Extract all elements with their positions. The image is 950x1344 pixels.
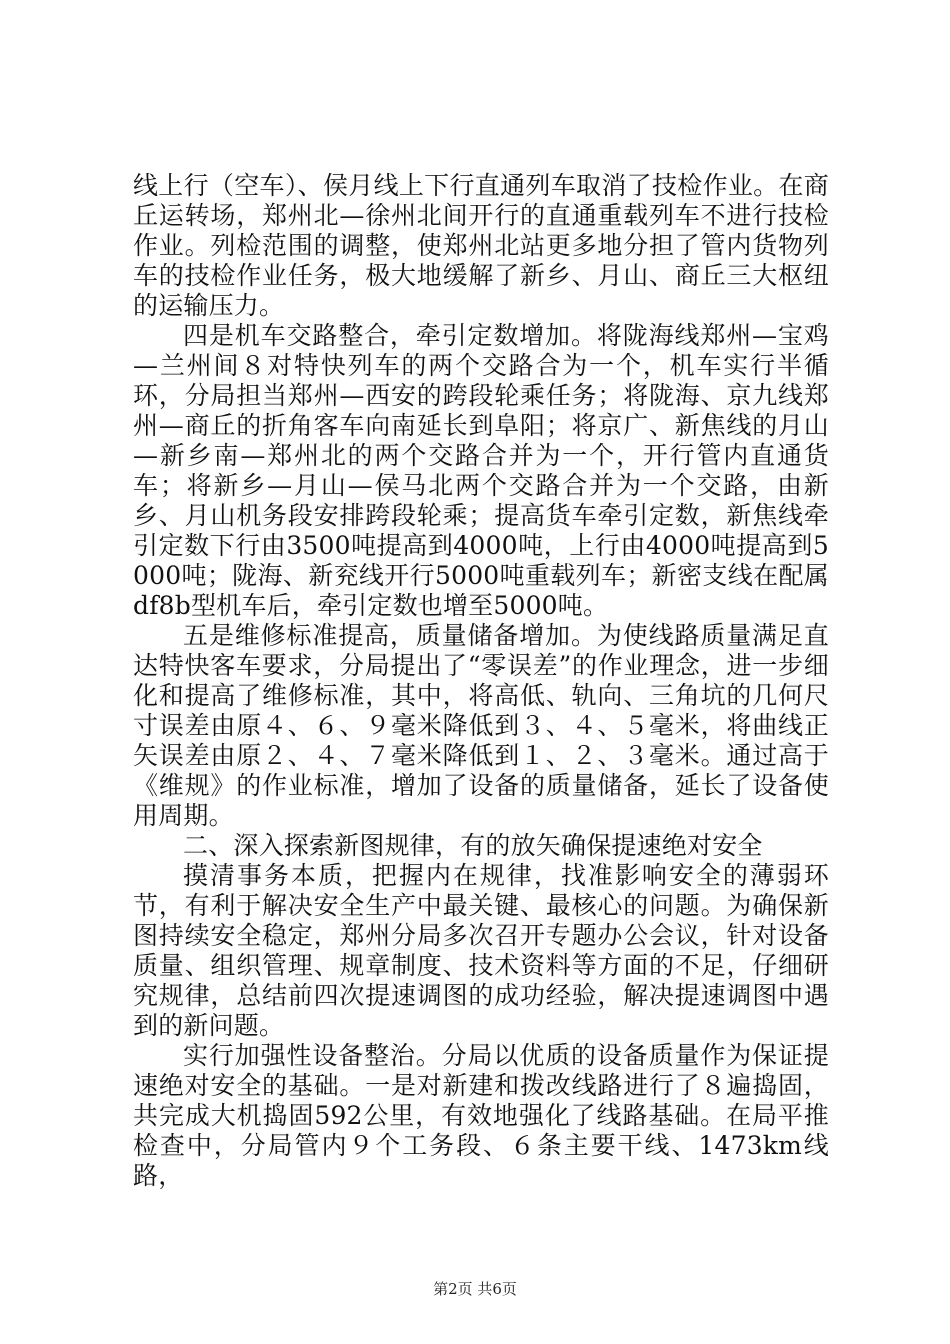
paragraph-3: 五是维修标准提高，质量储备增加。为使线路质量满足直达特快客车要求，分局提出了“零误差”的作业理念，进一步细化和提高了维修标准，其中，将高低、轨向、三角坑的几何尺寸误差由原４、６、９毫米降低到３、４、５毫米，将曲线正矢误差由原２、４、７毫米降低到１、２、３毫米。通过高于《维规》的作业标准，增加了设备的质量储备，延长了设备使用周期。 [133, 621, 829, 830]
paragraph-1: 线上行（空车）、侯月线上下行直通列车取消了技检作业。在商丘运转场，郑州北—徐州北间开行的直通重载列车不进行技检作业。列检范围的调整，使郑州北站更多地分担了管内货物列车的技检作业任务，极大地缓解了新乡、月山、商丘三大枢纽的运输压力。 [133, 171, 829, 320]
paragraph-2: 四是机车交路整合，牵引定数增加。将陇海线郑州—宝鸡—兰州间８对特快列车的两个交路合为一个，机车实行半循环，分局担当郑州—西安的跨段轮乘任务；将陇海、京九线郑州—商丘的折角客车向南延长到阜阳；将京广、新焦线的月山—新乡南—郑州北的两个交路合并为一个，开行管内直通货车；将新乡—月山—侯马北两个交路合并为一个交路，由新乡、月山机务段安排跨段轮乘；提高货车牵引定数，新焦线牵引定数下行由3500吨提高到4000吨，上行由4000吨提高到5000吨；陇海、新兖线开行5000吨重载列车；新密支线在配属df8b型机车后，牵引定数也增至5000吨。 [133, 321, 829, 620]
paragraph-5: 实行加强性设备整治。分局以优质的设备质量作为保证提速绝对安全的基础。一是对新建和拨改线路进行了８遍捣固，共完成大机捣固592公里，有效地强化了线路基础。在局平推检查中，分局管内９个工务段、６条主要干线、1473km线路， [133, 1041, 829, 1190]
document-body [133, 171, 829, 1191]
paragraph-4: 摸清事务本质，把握内在规律，找准影响安全的薄弱环节，有利于解决安全生产中最关键、最核心的问题。为确保新图持续安全稳定，郑州分局多次召开专题办公会议，针对设备质量、组织管理、规章制度、技术资料等方面的不足，仔细研究规律，总结前四次提速调图的成功经验，解决提速调图中遇到的新问题。 [133, 861, 829, 1040]
section-heading: 二、深入探索新图规律，有的放矢确保提速绝对安全 [183, 831, 763, 860]
page-number-footer: 第2页 共6页 [433, 1280, 517, 1298]
